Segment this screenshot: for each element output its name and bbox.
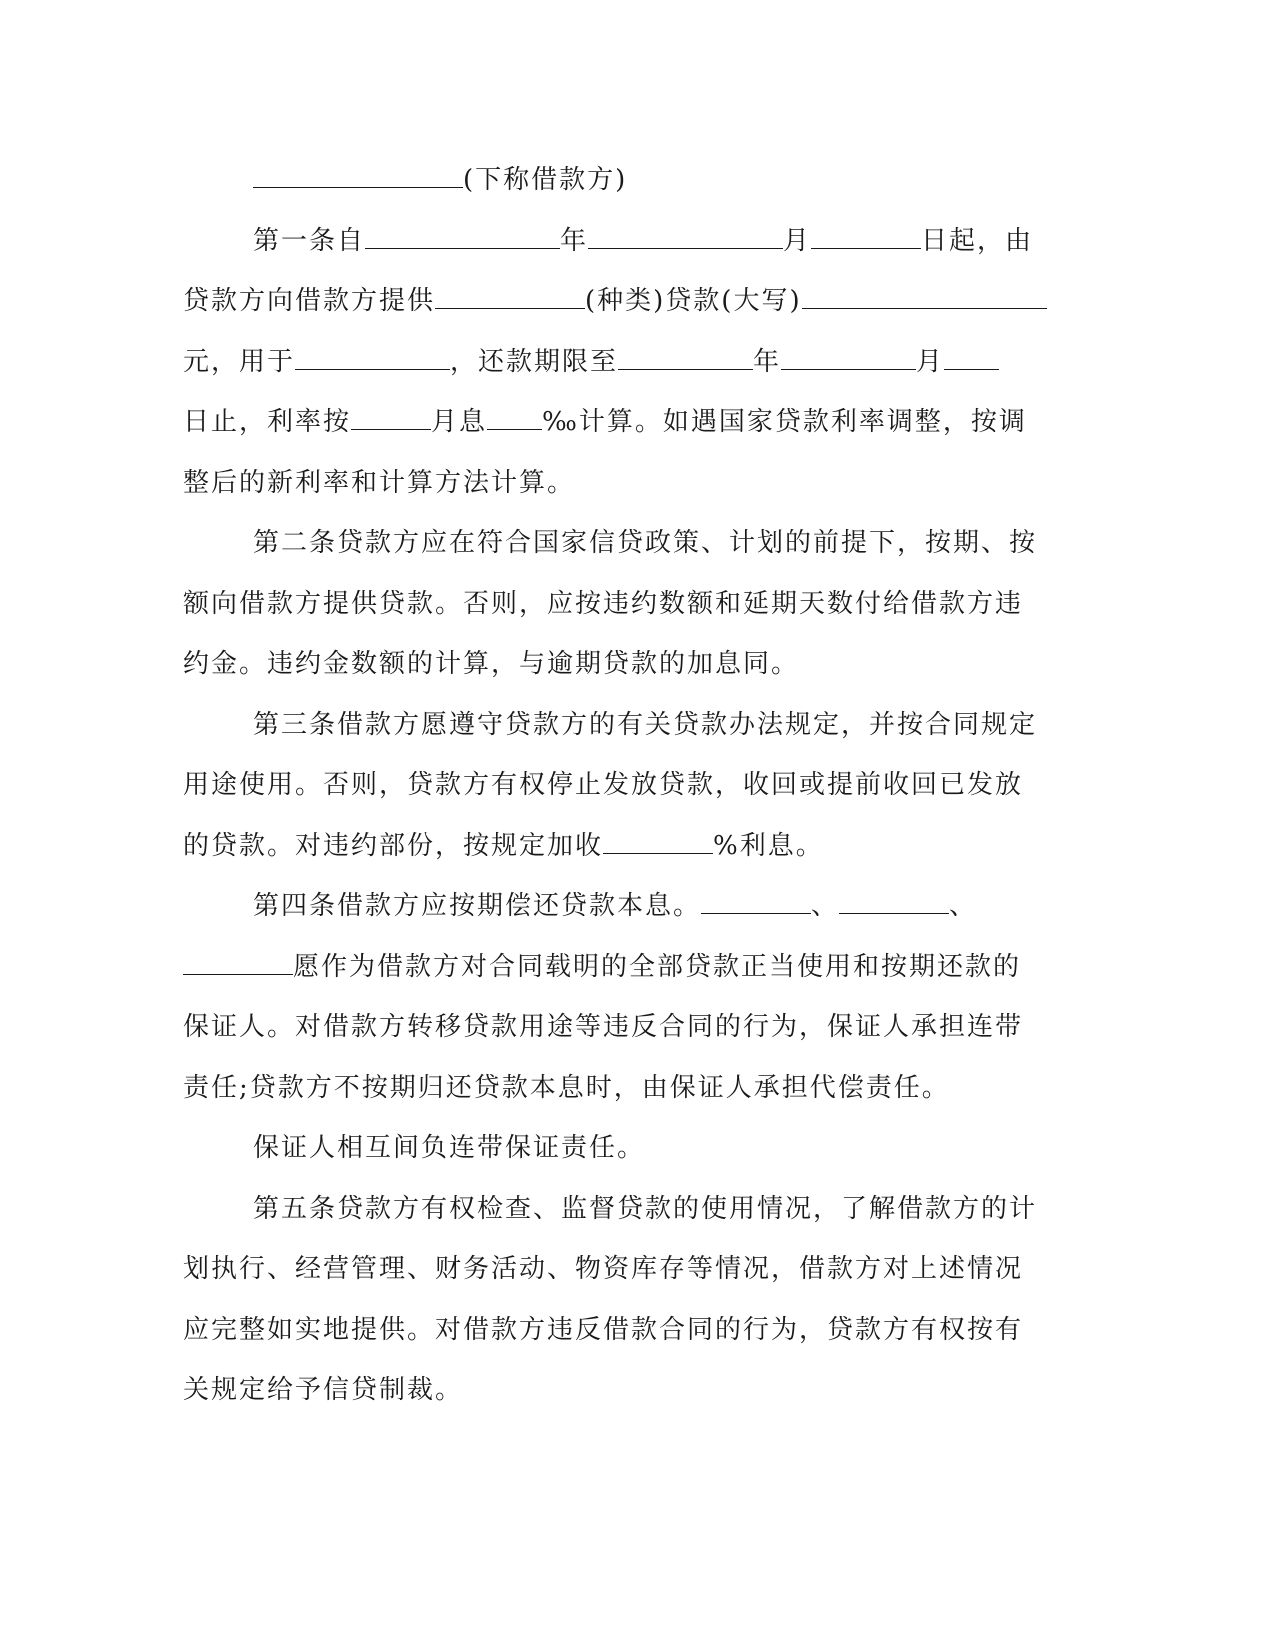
text-line: [183, 634, 1043, 695]
line-text: 第二条贷款方应在符合国家信贷政策、计划的前提下，按期、按: [253, 528, 1038, 558]
document-page: [183, 150, 1043, 1421]
text-line: [183, 1179, 1043, 1240]
text-line: [183, 392, 1043, 453]
fill-in-blank: [588, 226, 783, 249]
line-text: %利息。: [713, 830, 824, 861]
line-text: 责任;贷款方不按期归还贷款本息时，由保证人承担代偿责任。: [183, 1072, 950, 1103]
fill-in-blank: [351, 407, 431, 430]
text-line: [183, 1239, 1043, 1300]
line-text: 月: [783, 225, 812, 256]
text-line: [183, 937, 1043, 998]
text-line: [183, 453, 1043, 514]
line-text: 应完整如实地提供。对借款方违反借款合同的行为，贷款方有权按有: [183, 1314, 1024, 1345]
text-line: [183, 997, 1043, 1058]
text-line: [183, 755, 1043, 816]
line-text: 整后的新利率和计算方法计算。: [183, 467, 576, 498]
line-text: 月息: [431, 407, 488, 437]
text-line: [183, 513, 1043, 574]
line-text: 月: [916, 346, 945, 377]
text-line: [183, 332, 1043, 393]
line-text: 保证人。对借款方转移贷款用途等违反合同的行为，保证人承担连带: [183, 1012, 1024, 1042]
fill-in-blank: [618, 347, 753, 370]
fill-in-blank: [944, 347, 999, 370]
text-line: [183, 1058, 1043, 1119]
text-line: [183, 574, 1043, 635]
fill-in-blank: [802, 286, 1047, 309]
line-text: 约金。违约金数额的计算，与逾期贷款的加息同。: [183, 649, 800, 679]
line-text: 元，用于: [183, 346, 296, 377]
line-text: 日止，利率按: [183, 407, 352, 437]
text-line: [183, 271, 1043, 332]
fill-in-blank: [811, 226, 921, 249]
line-text: ，还款期限至: [450, 346, 619, 377]
fill-in-blank: [839, 891, 949, 914]
line-text: (种类)贷款(大写): [585, 286, 802, 316]
text-line: [183, 1300, 1043, 1361]
fill-in-blank: [487, 407, 542, 430]
line-text: 关规定给予信贷制裁。: [183, 1375, 464, 1405]
line-text: ‰计算。如遇国家贷款利率调整，按调: [542, 407, 1027, 437]
line-text: 日起，由: [921, 225, 1034, 256]
fill-in-blank: [603, 831, 713, 854]
fill-in-blank: [253, 165, 463, 188]
text-line: [183, 876, 1043, 937]
fill-in-blank: [365, 226, 560, 249]
fill-in-blank: [435, 286, 585, 309]
fill-in-blank: [701, 891, 811, 914]
text-line: [183, 150, 1043, 211]
line-text: 第四条借款方应按期偿还贷款本息。: [253, 891, 702, 921]
line-text: 、: [949, 891, 978, 921]
line-text: 第三条借款方愿遵守贷款方的有关贷款办法规定，并按合同规定: [253, 709, 1038, 740]
line-text: 年: [753, 346, 782, 377]
line-text: 保证人相互间负连带保证责任。: [253, 1133, 646, 1163]
line-text: 第一条自: [253, 225, 366, 256]
line-text: 用途使用。否则，贷款方有权停止发放贷款，收回或提前收回已发放: [183, 770, 1024, 800]
text-line: [183, 211, 1043, 272]
line-text: 的贷款。对违约部份，按规定加收: [183, 830, 604, 861]
fill-in-blank: [183, 952, 293, 975]
text-line: [183, 1118, 1043, 1179]
line-text: (下称借款方): [463, 165, 628, 195]
line-text: 划执行、经营管理、财务活动、物资库存等情况，借款方对上述情况: [183, 1254, 1024, 1284]
line-text: 年: [560, 225, 589, 256]
line-text: 愿作为借款方对合同载明的全部贷款正当使用和按期还款的: [293, 951, 1022, 982]
fill-in-blank: [781, 347, 916, 370]
fill-in-blank: [295, 347, 450, 370]
line-text: 额向借款方提供贷款。否则，应按违约数额和延期天数付给借款方违: [183, 588, 1024, 619]
text-line: [183, 695, 1043, 756]
text-line: [183, 816, 1043, 877]
text-line: [183, 1360, 1043, 1421]
line-text: 、: [811, 891, 840, 921]
line-text: 第五条贷款方有权检查、监督贷款的使用情况，了解借款方的计: [253, 1193, 1038, 1224]
line-text: 贷款方向借款方提供: [183, 286, 436, 316]
